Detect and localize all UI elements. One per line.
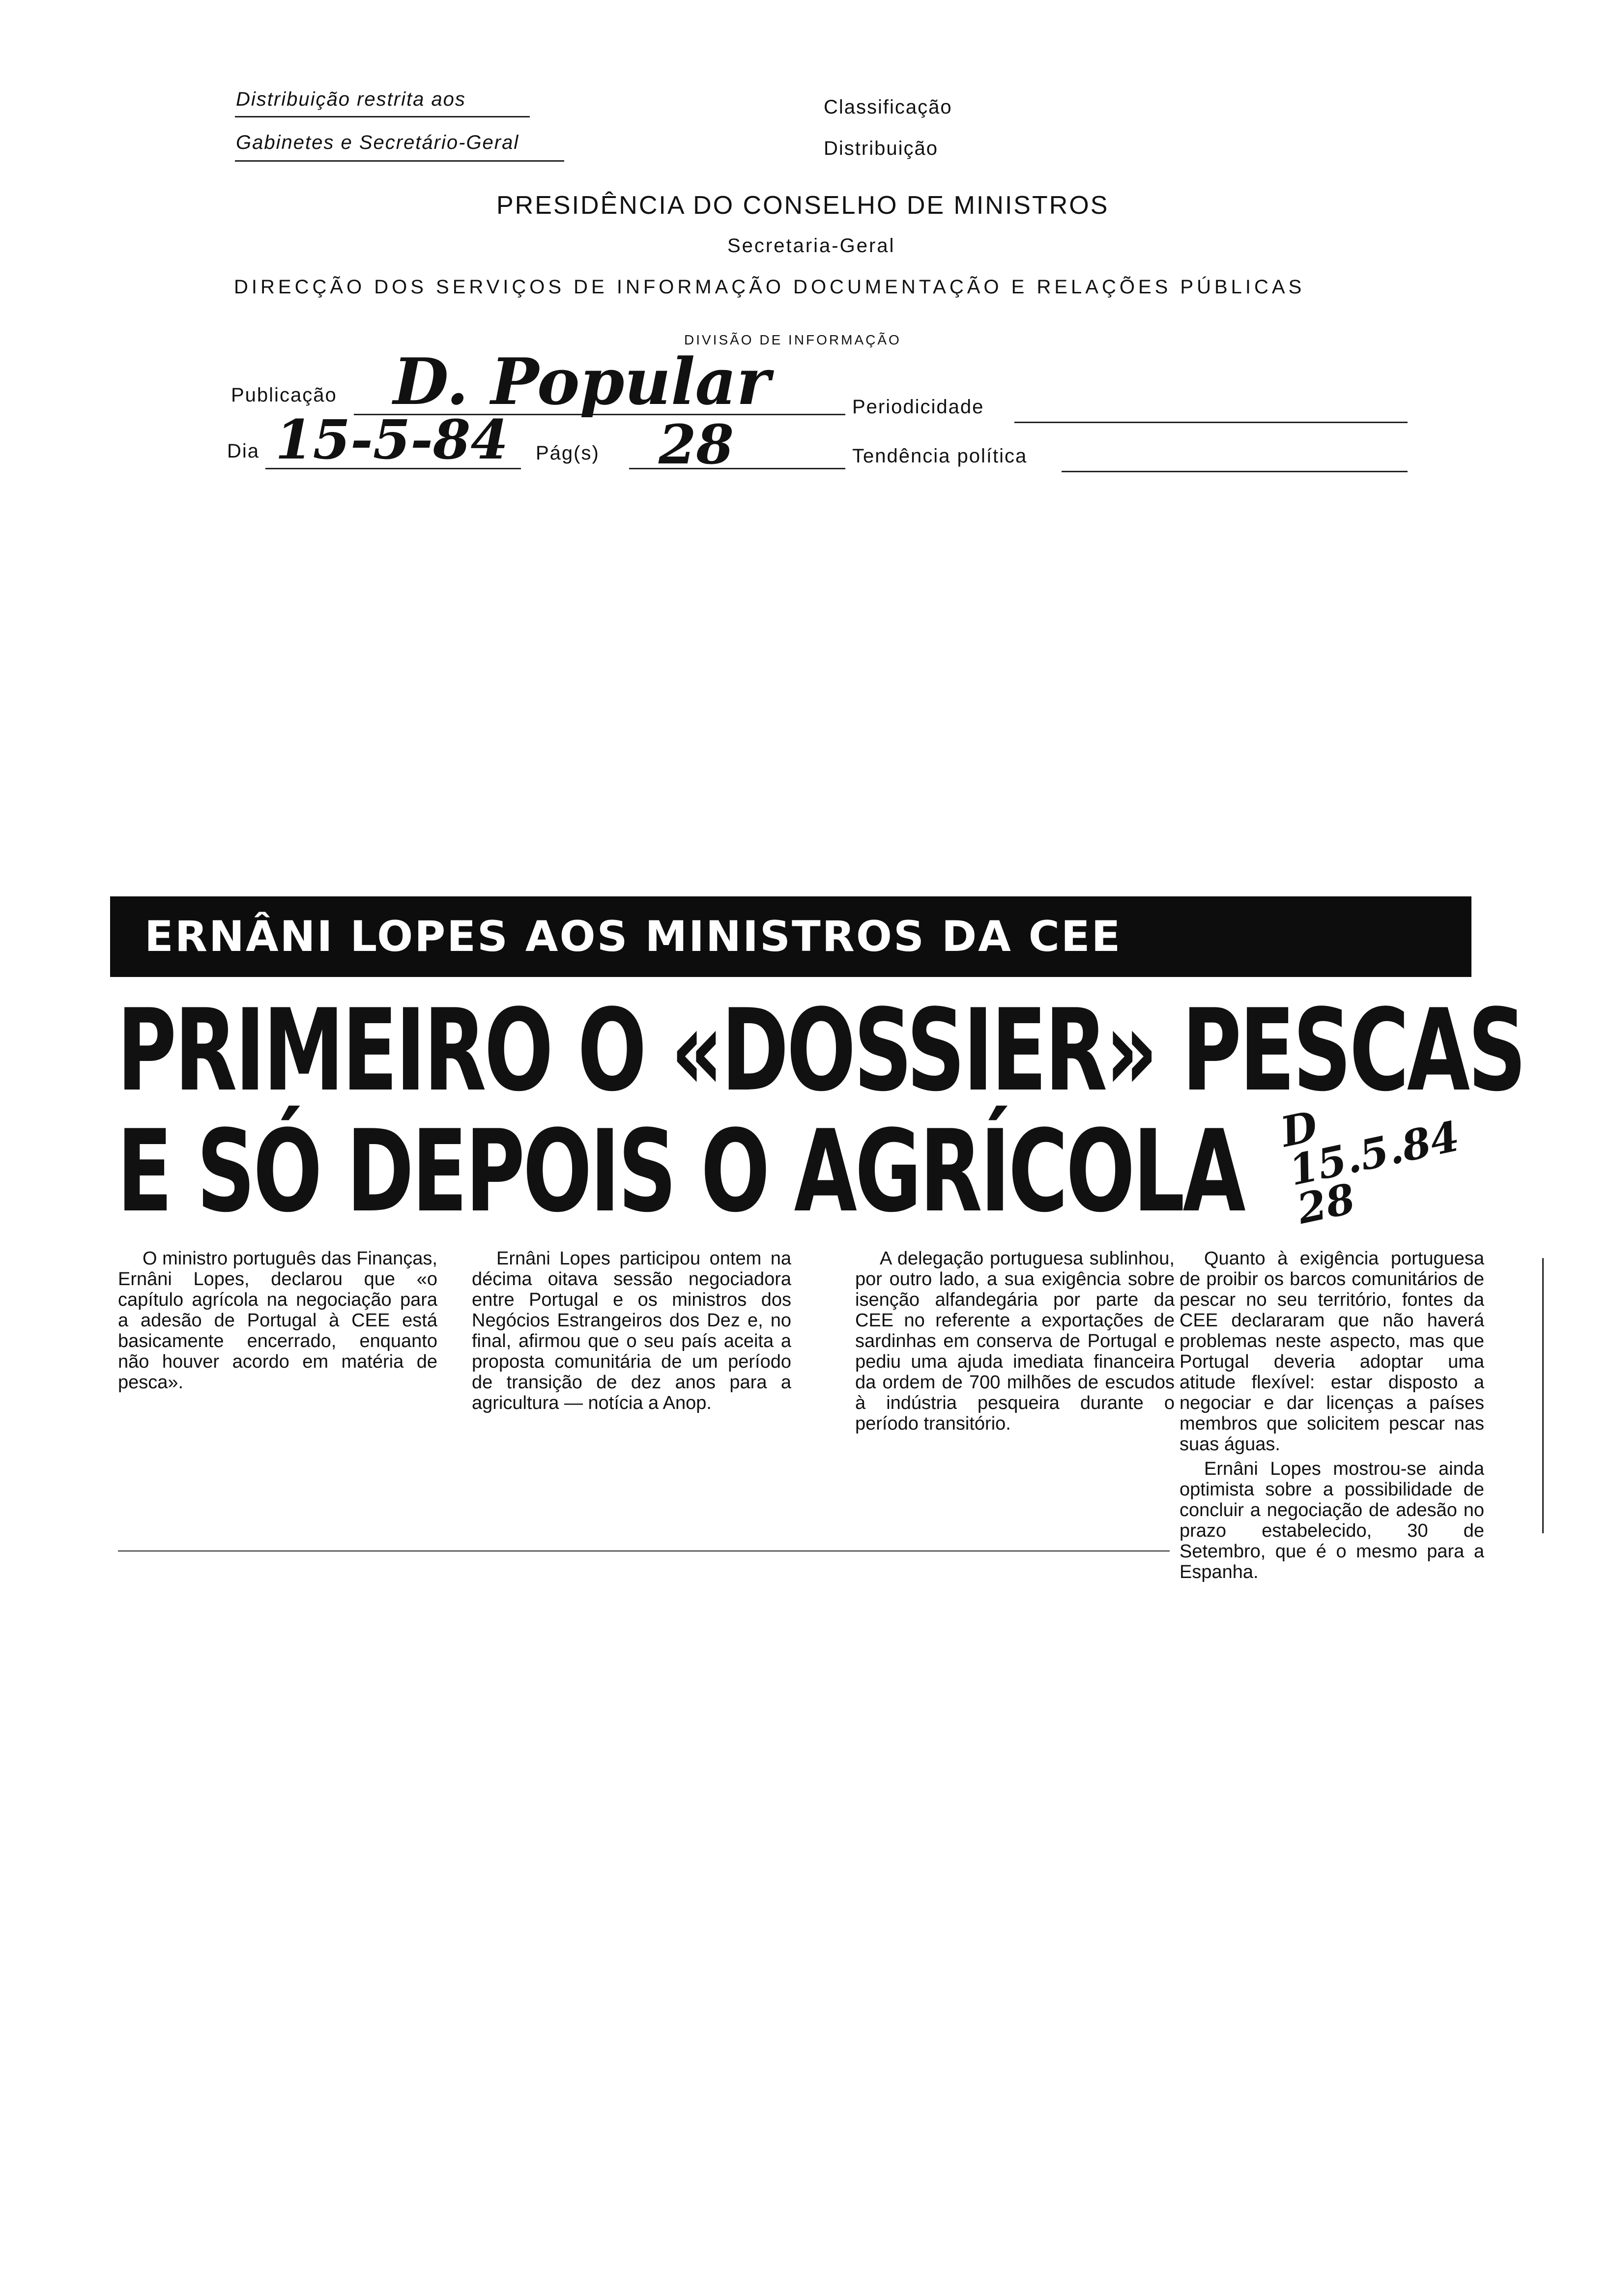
pags-label: Pág(s) <box>536 442 600 464</box>
clipping-bottom-rule <box>118 1550 1170 1551</box>
paragraph-5: Ernâni Lopes mostrou-se ainda optimista sobre a possibilidade de concluir a negociação de adesão no prazo estabelecido, 30 de Setembro, que é o mesmo para a Espanha. <box>1180 1459 1484 1582</box>
article-column-3 <box>855 1248 1175 1434</box>
restricted-underline-1 <box>235 116 530 117</box>
classificacao-label: Classificação <box>824 96 952 118</box>
article-column-4 <box>1180 1248 1484 1582</box>
dia-handwritten: 15-5-84 <box>275 408 508 471</box>
periodicidade-label: Periodicidade <box>852 396 984 418</box>
restricted-distribution-line1: Distribuição restrita aos <box>236 88 466 110</box>
clipping-right-edge <box>1542 1258 1544 1533</box>
article-column-1 <box>118 1248 437 1393</box>
article-kicker: ERNÂNI LOPES AOS MINISTROS DA CEE <box>144 912 1122 961</box>
periodicidade-line <box>1014 422 1408 423</box>
secretaria-geral: Secretaria-Geral <box>727 235 895 257</box>
headline-line-2: E SÓ DEPOIS O AGRÍCOLA <box>117 1106 1244 1237</box>
paragraph-2: Ernâni Lopes participou ontem na décima oitava sessão negociadora entre Portugal e os ministros dos Negócios Estrangeiros dos Dez e, no final, afirmou que o seu país aceita a proposta comunitária de um período de transição de dez anos para a agricultura — notícia a Anop. <box>472 1248 791 1413</box>
tendencia-label: Tendência política <box>852 445 1028 467</box>
article-kicker-banner <box>110 896 1471 977</box>
distribuicao-label: Distribuição <box>824 138 938 159</box>
handwritten-date-annotation: D 15.5.84 28 <box>1276 1101 1464 1234</box>
headline-line-1: PRIMEIRO O «DOSSIER» PESCAS <box>117 985 1525 1117</box>
institution-title: PRESIDÊNCIA DO CONSELHO DE MINISTROS <box>496 191 1109 220</box>
restricted-underline-2 <box>235 160 564 162</box>
tendencia-line <box>1062 471 1408 472</box>
paragraph-4: Quanto à exigência portuguesa de proibir os barcos comunitários de pescar no seu território, fontes da CEE declararam que não haverá problemas neste aspecto, mas que Portugal deveria adoptar uma atitude flexível: estar disposto a negociar e dar licenças a países membros que solicitem pescar nas suas águas. <box>1180 1248 1484 1455</box>
paragraph-3: A delegação portuguesa sublinhou, por outro lado, a sua exigência sobre isenção alfandegária por parte da CEE no referente a exportações de sardinhas em conserva de Portugal e pediu uma ajuda imediata financeira da ordem de 700 milhões de escudos à indústria pesqueira durante o período transitório. <box>855 1248 1175 1434</box>
article-column-2 <box>472 1248 791 1413</box>
publicacao-handwritten: D. Popular <box>393 344 771 419</box>
publicacao-label: Publicação <box>231 384 337 406</box>
dia-label: Dia <box>227 440 260 462</box>
pags-handwritten: 28 <box>659 413 734 476</box>
paragraph-1: O ministro português das Finanças, Ernâni Lopes, declarou que «o capítulo agrícola na negociação para a adesão de Portugal à CEE está basicamente encerrado, enquanto não houver acordo em matéria de pesca». <box>118 1248 437 1393</box>
divisao-title: DIVISÃO DE INFORMAÇÃO <box>684 332 901 347</box>
direccao-title: DIRECÇÃO DOS SERVIÇOS DE INFORMAÇÃO DOCUMENTAÇÃO E RELAÇÕES PÚBLICAS <box>234 276 1305 298</box>
restricted-distribution-line2: Gabinetes e Secretário-Geral <box>236 132 519 153</box>
